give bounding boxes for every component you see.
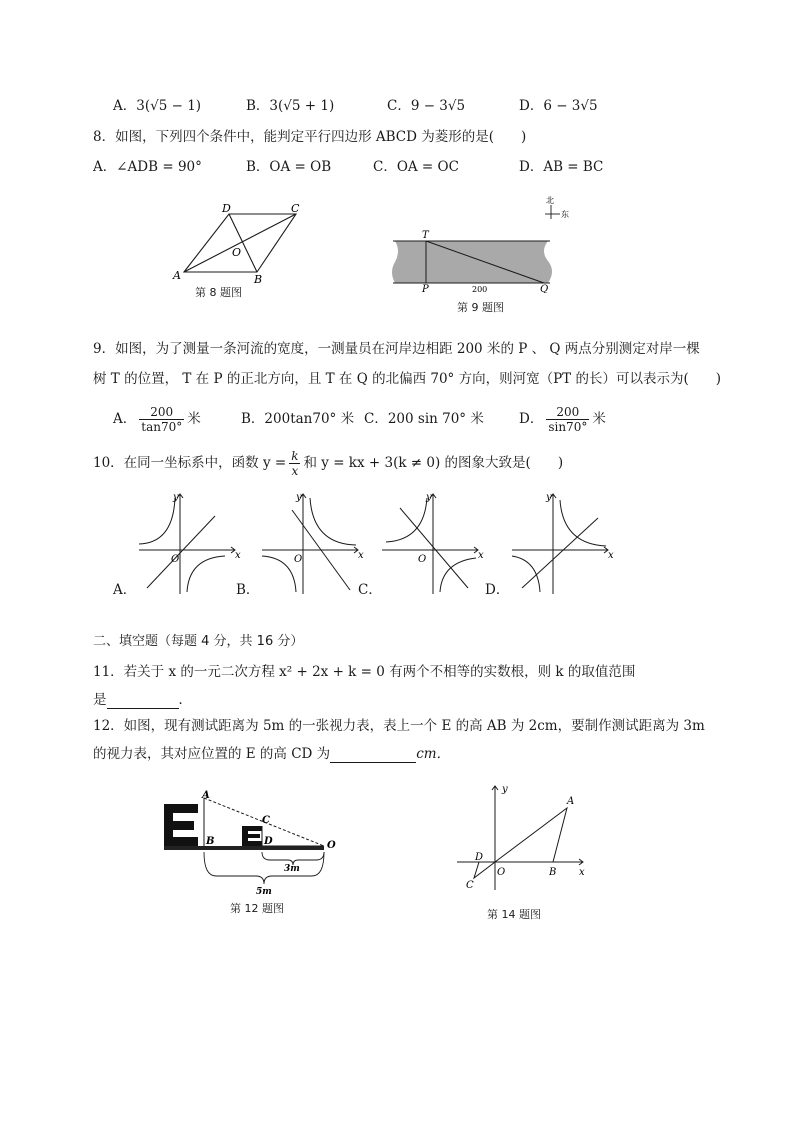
q12-answer-blank[interactable] [330,747,416,763]
q10-fraction-denominator: x [291,464,299,478]
q12-line2-prefix: 的视力表，其对应位置的 E 的高 CD 为 [93,746,331,762]
q12-label-d: D [264,836,273,847]
q10-graph-c [378,488,488,596]
q10-stem-part2: 和 y = kx + 3(k ≠ 0) 的图象大致是( ) [303,455,564,471]
triangle-odc [474,862,495,878]
q9-label-q: Q [540,284,549,293]
q8-option-a: A．∠ADB = 90° [93,159,202,175]
q10-fraction-numerator: k [291,449,299,463]
q9-option-d-unit: 米 [592,411,606,427]
linear-function-line [522,518,598,588]
diagonal-bd [229,214,257,272]
q9-river-figure [388,193,578,293]
q9-option-d-numerator: 200 [546,405,589,420]
q8-label-c: C [291,202,300,215]
q10-option-b-label: B． [236,582,260,598]
axis-x-label: x [358,550,364,561]
q10-stem-part1: 10．在同一坐标系中，函数 y = [93,455,287,471]
hyperbola-upper-branch [139,498,175,544]
axis-x-label: x [235,550,241,561]
axis-x-label: x [478,550,484,561]
ground-bar [164,846,324,850]
q11-line2-suffix: ． [178,692,192,708]
q14-label-a: A [567,796,575,807]
q12-label-b: B [206,836,215,847]
q9-stem-line1: 9．如图，为了测量一条河流的宽度，一测量员在河岸边相距 200 米的 P 、 Q 两点分别测定对岸一棵 [93,341,700,357]
q12-line2-suffix: cm． [416,746,451,762]
q10-fraction [289,449,300,478]
q9-option-a-denominator: tan70° [141,420,183,434]
q10-graph-d [508,488,618,596]
q9-caption: 第 9 题图 [457,301,504,314]
q9-option-a-unit: 米 [187,411,201,427]
q8-parallelogram-figure [170,202,310,284]
q11-line1: 11．若关于 x 的一元二次方程 x² + 2x + k = 0 有两个不相等的实数根，则 k 的取值范围 [93,664,636,680]
q9-label-p: P [422,284,429,293]
q12-vision-chart-figure [160,790,345,898]
q8-caption: 第 8 题图 [195,286,242,299]
q9-option-d [519,403,606,435]
q14-caption: 第 14 题图 [487,908,541,921]
q8-label-b: B [254,273,263,284]
q8-option-d: D．AB = BC [519,159,604,175]
q8-stem: 8．如图，下列四个条件中，能判定平行四边形 ABCD 为菱形的是( ) [93,129,527,145]
axis-x-label: x [608,550,614,561]
q8-label-a: A [173,269,181,282]
q12-label-c: C [262,815,270,826]
q9-option-d-denominator: sin70° [548,420,588,434]
hyperbola-lower-branch [440,558,476,592]
q10-option-a-label: A． [113,582,137,598]
origin-label: O [294,554,303,565]
q7-option-d: D．6 − 3√5 [519,98,598,114]
q10-stem [93,447,563,479]
q9-option-a-fraction [139,405,184,434]
hyperbola-lower-branch [512,556,540,592]
linear-function-line [147,516,215,588]
axis-y-label: y [296,492,302,503]
large-e-icon [164,804,198,846]
axis-y-label: y [546,492,552,503]
q8-label-o: O [232,246,242,259]
q14-label-y: y [502,784,508,795]
q12-caption: 第 12 题图 [230,902,284,915]
q14-label-d: D [475,852,484,863]
q12-distance-5m: 5m [256,887,272,897]
q10-graph-b [258,488,368,596]
q9-option-a-prefix: A． [113,411,137,427]
compass-north-label: 北 [546,196,554,205]
q14-triangle-figure [455,782,595,892]
compass-icon [545,195,569,219]
hyperbola-lower-branch [262,556,296,592]
q14-label-b: B [549,867,557,878]
q11-line2-prefix: 是 [93,692,107,708]
river-water [392,241,552,283]
hyperbola-lower-branch [187,556,225,592]
hyperbola-upper-branch [310,498,356,545]
q10-option-d-label: D． [485,582,510,598]
q7-option-c: C．9 − 3√5 [387,98,466,114]
q8-label-d: D [222,202,231,215]
triangle-oab [495,808,567,862]
q9-distance-label: 200 [472,285,488,293]
q9-option-d-fraction [546,405,589,434]
q10-graph-a [135,488,245,596]
q7-option-a: A．3(√5 − 1) [113,98,202,114]
small-e-icon [242,826,262,846]
q8-option-b: B．OA = OB [246,159,332,175]
axis-y-label: y [173,492,179,503]
section2-heading: 二、填空题（每题 4 分，共 16 分） [93,634,304,649]
q12-line2 [93,745,450,763]
origin-label: O [171,554,180,565]
hyperbola-upper-branch [386,498,427,542]
q14-label-x: x [579,867,585,878]
q9-option-a-numerator: 200 [139,405,184,420]
q9-option-c: C．200 sin 70° 米 [364,411,484,427]
linear-function-line [400,508,468,588]
q12-line1: 12．如图，现有测试距离为 5m 的一张视力表，表上一个 E 的高 AB 为 2cm，要制作测试距离为 3m [93,718,705,734]
brace-5m [204,852,324,884]
q10-option-c-label: C． [358,582,382,598]
compass-east-label: 东 [561,210,569,219]
q9-option-b: B．200tan70° 米 [241,411,355,427]
q11-line2 [93,691,192,709]
q12-distance-3m: 3m [284,864,300,874]
q9-stem-line2: 树 T 的位置， T 在 P 的正北方向，且 T 在 Q 的北偏西 70° 方向，则河宽（PT 的长）可以表示为( ) [93,371,721,387]
diagonal-ac [184,214,296,272]
q14-label-c: C [466,880,474,891]
axis-y-label: y [426,492,432,503]
q7-option-b: B．3(√5 + 1) [246,98,335,114]
q12-label-a: A [202,790,210,801]
q12-label-o: O [327,840,336,851]
q8-option-c: C．OA = OC [373,159,459,175]
origin-label: O [418,554,427,565]
q9-option-d-prefix: D． [519,411,544,427]
q9-option-a [113,403,201,435]
q14-label-o: O [497,867,506,878]
hyperbola-upper-branch [560,500,606,546]
q11-answer-blank[interactable] [107,693,179,709]
q9-label-t: T [422,230,429,241]
